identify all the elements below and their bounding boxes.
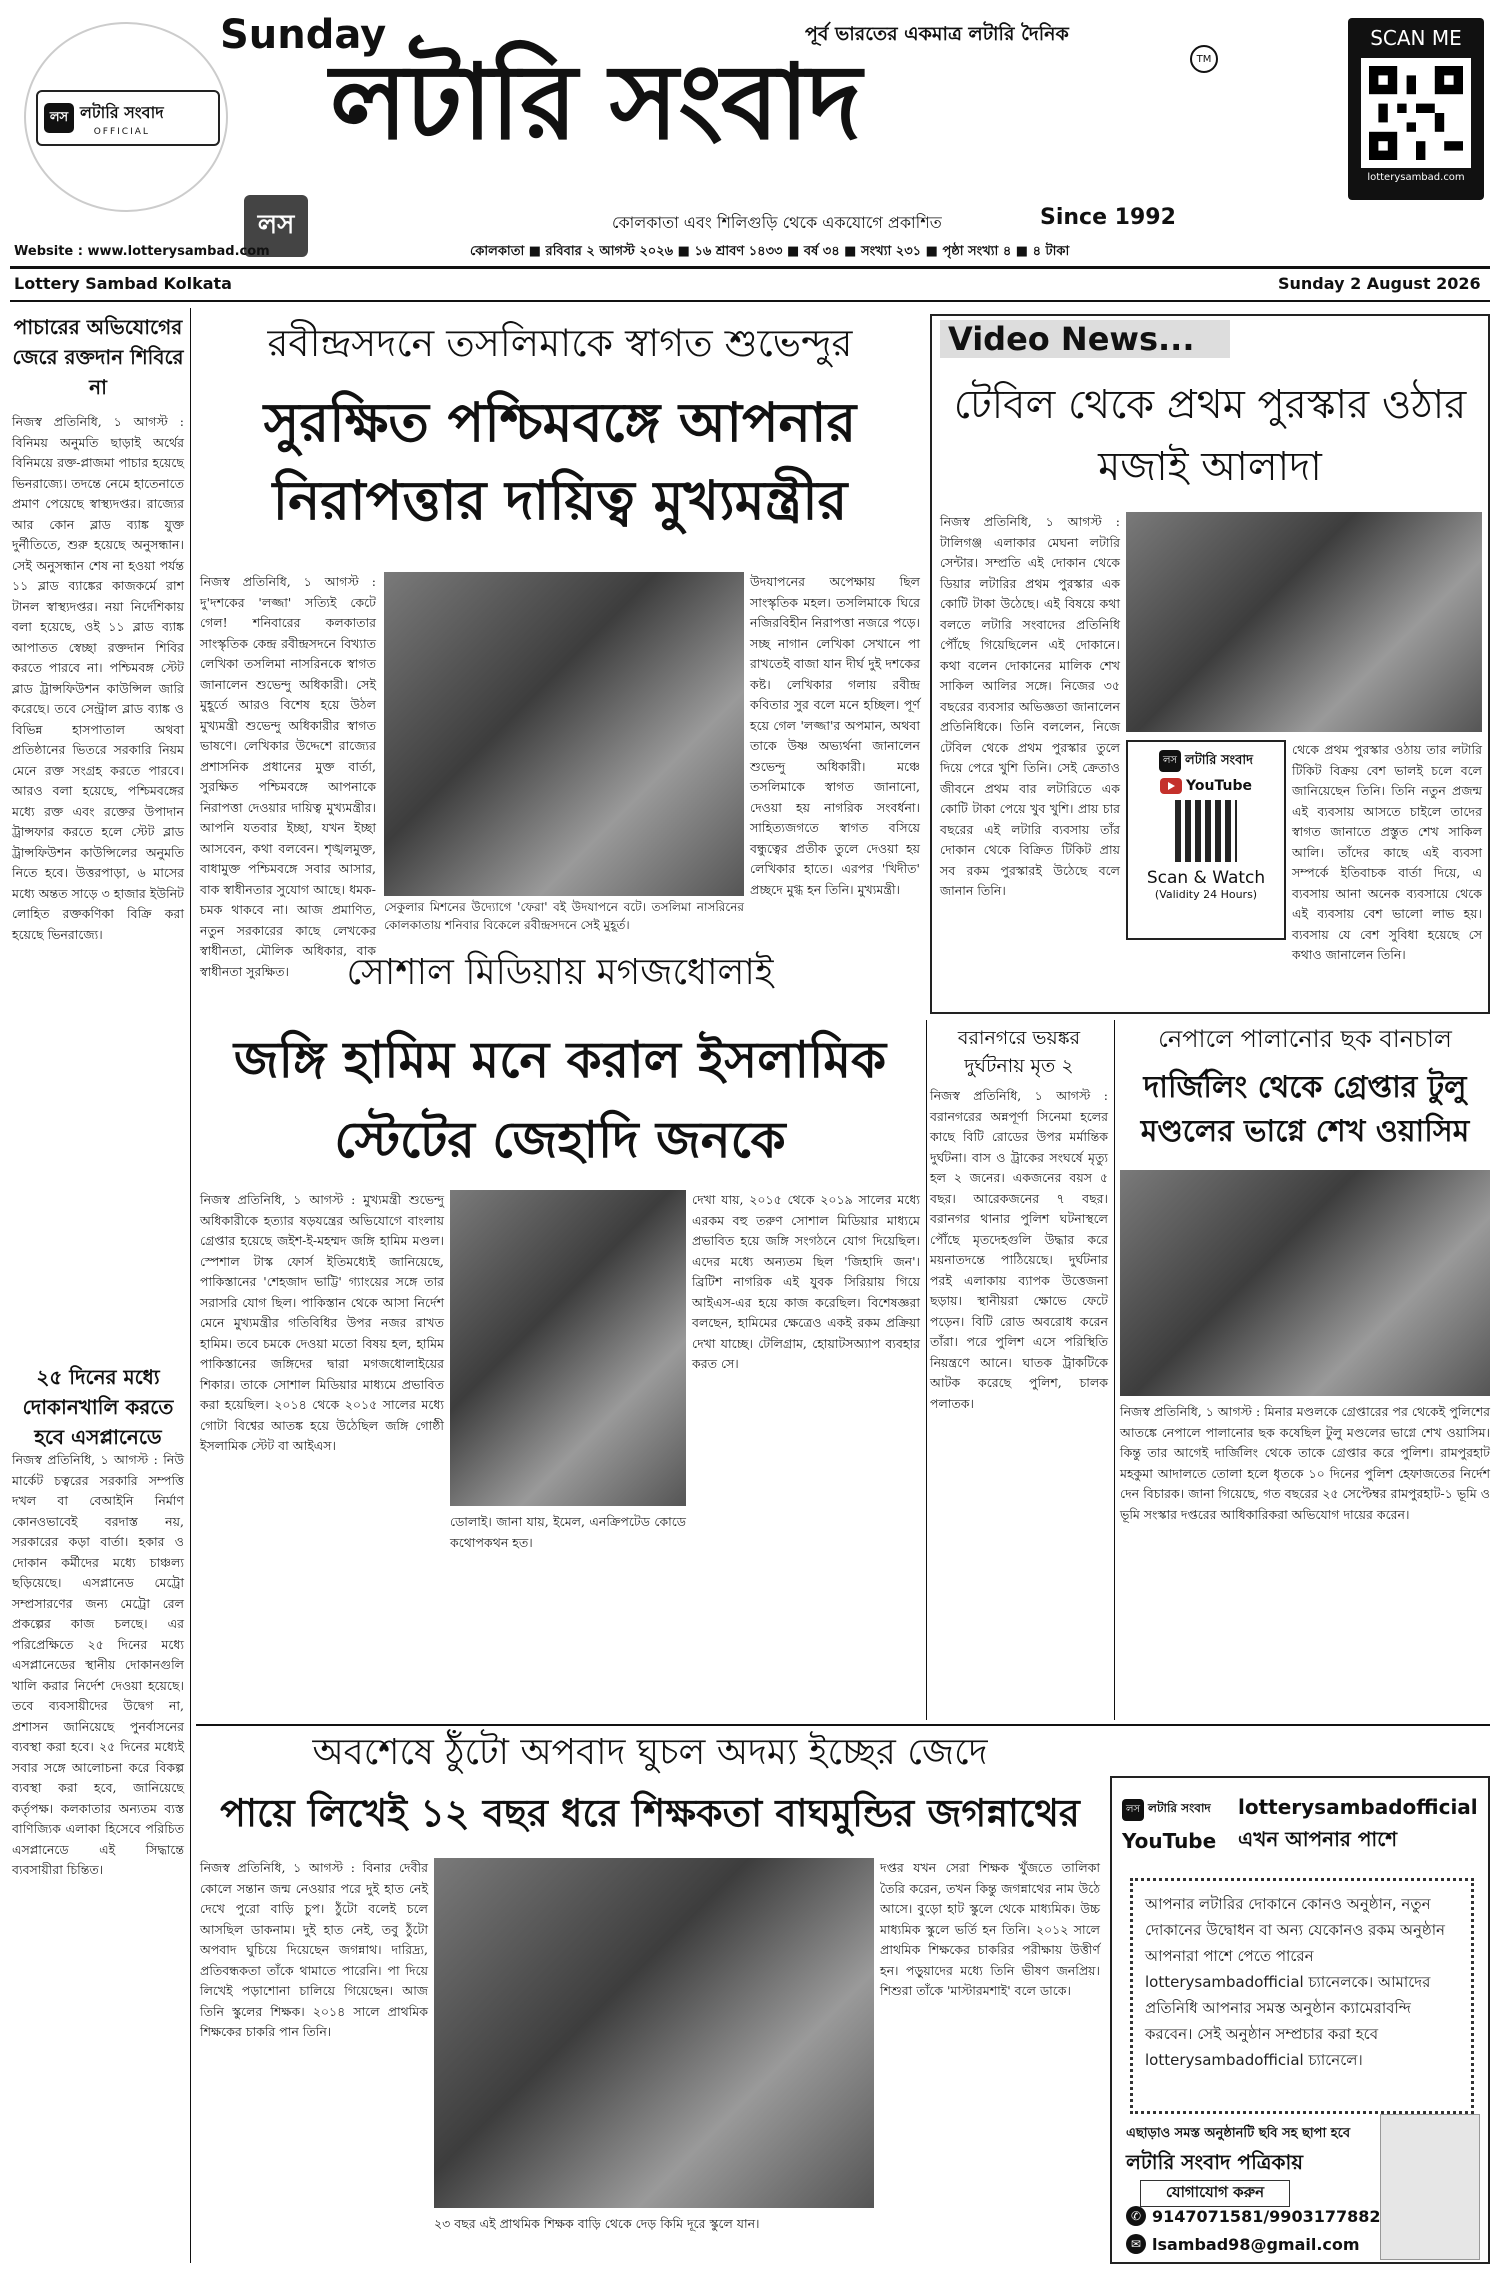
teacher-headline: পায়ে লিখেই ১২ বছর ধরে শিক্ষকতা বাঘমুন্ডির জগন্নাথের xyxy=(220,1791,1080,1835)
yt-ad-line: এখন আপনার পাশে xyxy=(1238,1826,1398,1851)
youtube-play-icon xyxy=(1160,778,1182,794)
newspaper-thumb xyxy=(1380,2114,1480,2260)
lead-photo xyxy=(384,572,744,896)
nepal-divider xyxy=(1114,1020,1115,1720)
social-body-right: দেখা যায়, ২০১৫ থেকে ২০১৯ সালের মধ্যে এরকম বহু তরুণ সোশাল মিডিয়ার মাধ্যমে প্রভাবিত হয়ে জঙ্গি সংগঠনে যোগ দিয়েছিল। এদের মধ্যে অন্যতম ছিল 'জিহাদি জন'। ব্রিটিশ নাগরিক এই যুবক সিরিয়ায় গিয়ে আইএস-এর হয়ে কাজ করেছিল। বিশেষজ্ঞরা বলছেন, হামিমের ক্ষেত্রেও একই রকম প্রক্রিয়া দেখা যাচ্ছে। টেলিগ্রাম, হোয়াটসঅ্যাপ ব্যবহার করত সে। xyxy=(692,1192,920,1371)
yt-ad-footer2: লটারি সংবাদ পত্রিকায় xyxy=(1126,2150,1304,2174)
tagline-top: পূর্ব ভারতের একমাত্র লটারি দৈনিক xyxy=(805,23,1069,45)
badge-sub: OFFICIAL xyxy=(93,126,150,137)
validity-label: (Validity 24 Hours) xyxy=(1154,888,1258,901)
email-row[interactable] xyxy=(1126,2234,1360,2254)
ls-logo-icon: লস xyxy=(1159,750,1181,772)
lead-kicker: রবীন্দ্রসদনে তসলিমাকে স্বাগত শুভেন্দুর xyxy=(267,321,853,365)
tagline-mid: কোলকাতা এবং শিলিগুড়ি থেকে একযোগে প্রকাশিত xyxy=(612,213,942,232)
video-news-headline: টেবিল থেকে প্রথম পুরস্কার ওঠার মজাই আলাদা xyxy=(953,382,1467,490)
story2-body: নিজস্ব প্রতিনিধি, ১ আগস্ট : নিউ মার্কেট চত্বরের সরকারি সম্পত্তি দখল বা বেআইনি নির্মাণ কোনওভাবেই বরদাস্ত নয়, সরকারের কড়া বার্তা। হকার ও দোকান কর্মীদের মধ্যে চাঞ্চল্য ছড়িয়েছে। এসপ্লানেড মেট্রো সম্প্রসারণের জন্য মেট্রো রেল প্রকল্পের কাজ চলছে। এর পরিপ্রেক্ষিতে ২৫ দিনের মধ্যে এসপ্লানেডের স্থানীয় দোকানগুলি খালি করার নির্দেশ দেওয়া হয়েছে। তবে ব্যবসায়ীদের উদ্বেগ না, প্রশাসন জানিয়েছে পুনর্বাসনের ব্যবস্থা করা হবে। ২৫ দিনের মধ্যেই সবার সঙ্গে আলোচনা করে বিকল্প ব্যবস্থা করা হবে, জানিয়েছে কর্তৃপক্ষ। কলকাতার অন্যতম ব্যস্ত বাণিজ্যিক এলাকা হিসেবে পরিচিত এসপ্লানেডে এই সিদ্ধান্তে ব্যবসায়ীরা চিন্তিত। xyxy=(12,1452,184,1877)
yt-ad-header xyxy=(1122,1786,1482,1866)
yt-ad-youtube: YouTube xyxy=(1122,1829,1217,1853)
lead-body-left: নিজস্ব প্রতিনিধি, ১ আগস্ট : দু'দশকের 'লজ্জা' সত্যিই কেটে গেল! শনিবারের কলকাতার সাংস্কৃতিক কেন্দ্র রবীন্দ্রসদনে বিখ্যাত লেখিকা তসলিমা নাসরিনকে স্বাগত জানালেন শুভেন্দু অধিকারী। সেই মুহূর্তে আরও বিশেষ হয়ে উঠল মুখ্যমন্ত্রী শুভেন্দু অধিকারীর স্বাগত ভাষণে। লেখিকার উদ্দেশে রাজ্যের প্রশাসনিক প্রধানের মুক্ত বার্তা, সুরক্ষিত পশ্চিমবঙ্গে আপনাকে নিরাপত্তা দেওয়ার দায়িত্ব মুখ্যমন্ত্রীর। আপনি যতবার ইচ্ছা, যখন ইচ্ছা আসবেন, কথা বলবেন। শৃঙ্খলমুক্ত, বাধামুক্ত পশ্চিমবঙ্গে সবার আসার, বাক স্বাধীনতার সুযোগ আছে। ধমক-চমক থাকবে না। আজ প্রমাণিত, নতুন সরকারের কাছে লেখকের স্বাধীনতা, মৌলিক অধিকার, বাক স্বাধীনতা সুরক্ষিত। xyxy=(200,574,376,979)
lead-headline: সুরক্ষিত পশ্চিমবঙ্গে আপনার নিরাপত্তার দায়িত্ব মুখ্যমন্ত্রীর xyxy=(263,391,857,532)
social-caption-left: ডোলাই। জানা যায়, ইমেল, এনক্রিপটেড কোডে কথোপকথন হত। xyxy=(450,1514,686,1550)
yt-ad-contact: যোগাযোগ করুন xyxy=(1140,2180,1290,2207)
baranagar-title: বরানগরে ভয়ঙ্কর দুর্ঘটনায় মৃত ২ xyxy=(957,1027,1081,1077)
video-news-body-right: থেকে প্রথম পুরস্কার ওঠায় তার লটারি টিকিট বিক্রয় বেশ ভালই চলে বলে জানিয়েছেন তিনি। তিনি নতুন প্রজন্ম এই ব্যবসায় আসতে চাইলে তাদের স্বাগত জানাতে প্রস্তুত শেখ সাকিল আলি। তাঁদের কাছে এই ব্যবসা সম্পর্কে ইতিবাচক বার্তা দিয়ে, এ ব্যবসায় আনা অনেক ব্যবসায়ে থেকে এই ব্যবসায় বেশ ভালো লাভ হয়। ব্যবসায় যে বেশ সুবিধা হয়েছে সে কথাও জানালেন তিনি। xyxy=(1292,742,1482,962)
email-icon: ✉ xyxy=(1126,2234,1146,2254)
issue-line: কোলকাতা ■ রবিবার ২ আগস্ট ২০২৬ ■ ১৬ শ্রাবণ ১৪৩৩ ■ বর্ষ ৩৪ ■ সংখ্যা ২৩১ ■ পৃষ্ঠা সংখ্যা ৪ ■ ৪ টাকা xyxy=(470,244,1070,259)
dateline-divider xyxy=(10,300,1490,302)
phone-number: 9147071581/9903177882 xyxy=(1152,2206,1381,2226)
qr-code-icon xyxy=(1361,58,1471,168)
yt-scan-box[interactable] xyxy=(1126,740,1286,940)
badge-title: লটারি সংবাদ xyxy=(80,102,164,122)
baranagar-body: নিজস্ব প্রতিনিধি, ১ আগস্ট : বরানগরের অন্নপূর্ণা সিনেমা হলের কাছে বিটি রোডের উপর মর্মান্তিক দুর্ঘটনা। বাস ও ট্রাকের সংঘর্ষে মৃত্যু হল ২ জনের। একজনের বয়স ৫ বছর। আরেকজনের ৭ বছর। বরানগর থানার পুলিশ ঘটনাস্থলে পৌঁছে মৃতদেহগুলি উদ্ধার করে ময়নাতদন্তে পাঠিয়েছে। দুর্ঘটনার পরই এলাকায় ব্যাপক উত্তেজনা ছড়ায়। স্থানীয়রা ক্ষোভে ফেটে পড়েন। বিটি রোড অবরোধ করেন তাঁরা। পরে পুলিশ এসে পরিস্থিতি নিয়ন্ত্রণে আনে। ঘাতক ট্রাকটিকে আটক করেছে পুলিশ, চালক পলাতক। xyxy=(930,1088,1108,1411)
social-kicker: সোশাল মিডিয়ায় মগজধোলাই xyxy=(346,952,774,993)
video-news-label: Video News... xyxy=(940,320,1230,358)
qr-code-icon xyxy=(1175,800,1237,862)
yt-ad-footer1: এছাড়াও সমস্ত অনুষ্ঠানটি ছবি সহ ছাপা হবে xyxy=(1126,2126,1351,2141)
social-photo xyxy=(450,1190,686,1506)
phone-row[interactable] xyxy=(1126,2206,1381,2226)
yt-ad-box-text: আপনার লটারির দোকানে কোনও অনুষ্ঠান, নতুন দোকানের উদ্বোধন বা অন্য যেকোনও রকম অনুষ্ঠান আপনারা পাশে পেতে পারেন lotterysambadofficial চ্যানেলকে। আমাদের প্রতিনিধি আপনার সমস্ত অনুষ্ঠান ক্যামেরাবন্দি করবেন। সেই অনুষ্ঠান সম্প্রচার করা হবে lotterysambadofficial চ্যানেলে। xyxy=(1130,1878,1474,2114)
story1-body: নিজস্ব প্রতিনিধি, ১ আগস্ট : বিনিময় অনুমতি ছাড়াই অর্থের বিনিময়ে রক্ত-প্লাজমা পাচার হয়েছে ভিনরাজ্যে। তদন্তে নেমে হাতেনাতে প্রমাণ পেয়েছে স্বাস্থ্যদপ্তর। রাজ্যের আর কোন ব্লাড ব্যাঙ্ক যুক্ত দুর্নীতিতে, শুরু হয়েছে অনুসন্ধান। সেই অনুসন্ধান শেষ না হওয়া পর্যন্ত ১১ ব্লাড ব্যাঙ্কের কাজকর্মে রাশ টানল স্বাস্থ্যদপ্তর। নয়া নির্দেশিকায় বলা হয়েছে, ওই ১১ ব্লাড ব্যাঙ্ক আপাতত স্বেচ্ছা রক্তদান শিবির করতে পারবে না। পশ্চিমবঙ্গ স্টেট ব্লাড ট্রান্সফিউশন কাউন্সিল জারি করেছে। তবে সেন্ট্রাল ব্লাড ব্যাঙ্ক ও বিভিন্ন হাসপাতাল অথবা প্রতিষ্ঠানের ভিতরে সরকারি নিয়ম মেনে রক্ত সংগ্রহ করতে পারবে। আরও বলা হয়েছে, পশ্চিমবঙ্গের মধ্যে রক্ত এবং রক্তের উপাদান ট্রান্সফার করতে হলে স্টেট ব্লাড ট্রান্সফিউশন কাউন্সিলের অনুমতি নিতে হবে। উত্তরপাড়া, ৬ মাসের মধ্যে অন্তত সাড়ে ৩ হাজার ইউনিট লোহিত রক্তকণিকা বিক্রি করা হয়েছে ভিনরাজ্যে। xyxy=(12,414,184,942)
youtube-label: YouTube xyxy=(1186,778,1252,794)
left-col-divider xyxy=(190,308,191,2263)
official-badge xyxy=(24,22,228,212)
nepal-photo xyxy=(1120,1170,1490,1396)
teacher-kicker: অবশেষে ঠুঁটো অপবাদ ঘুচল অদম্য ইচ্ছের জেদে xyxy=(312,1732,988,1773)
teacher-body-left: নিজস্ব প্রতিনিধি, ১ আগস্ট : বিনার দেবীর কোলে সন্তান জন্ম নেওয়ার পরে দুই হাত নেই দেখে পুরো বাড়ি চুপ। ঠুঁটো বলেই চলে আসছিল ডাকনাম। দুই হাত নেই, তবু ঠুঁটো অপবাদ ঘুচিয়ে দিয়েছেন জগন্নাথ। দারিদ্র্য, প্রতিবন্ধকতা তাঁকে থামাতে পারেনি। পা দিয়ে লিখেই পড়াশোনা চালিয়ে গিয়েছেন। আজ তিনি স্কুলের শিক্ষক। ২০১৪ সালে প্রাথমিক শিক্ষকের চাকরি পান তিনি। xyxy=(200,1860,428,2039)
lower-divider xyxy=(196,1724,1490,1726)
nepal-body: নিজস্ব প্রতিনিধি, ১ আগস্ট : মিনার মণ্ডলকে গ্রেপ্তারের পর থেকেই পুলিশের আতঙ্কে নেপালে পালানোর ছক কষেছিল টুলু মণ্ডলের ভাগ্নে শেখ ওয়াসিম। কিন্তু তার আগেই দার্জিলিং থেকে তাকে গ্রেপ্তার করে পুলিশ। রামপুরহাট মহকুমা আদালতে তোলা হলে ধৃতকে ১০ দিনের পুলিশ হেফাজতের নির্দেশ দেন বিচারক। জানা গিয়েছে, গত বছরের ২৫ সেপ্টেম্বর রামপুরহাট-১ ভূমি ও ভূমি সংস্কার দপ্তরের আধিকারিকরা অভিযোগ দায়ের করেন। xyxy=(1120,1404,1490,1522)
video-news-photo xyxy=(1126,512,1482,732)
yt-ad-handle[interactable]: lotterysambadofficial xyxy=(1238,1794,1478,1819)
yt-ad-brand: লটারি সংবাদ xyxy=(1148,1801,1211,1815)
scan-me-label: SCAN ME xyxy=(1370,26,1462,50)
trademark: TM xyxy=(1190,45,1218,73)
email-address: lsambad98@gmail.com xyxy=(1152,2234,1360,2254)
yt-box-brand: লটারি সংবাদ xyxy=(1185,752,1253,768)
since-year: Since 1992 xyxy=(1040,205,1176,230)
phone-icon: ✆ xyxy=(1126,2206,1146,2226)
website-text[interactable]: Website : www.lotterysambad.com xyxy=(14,244,270,259)
mid-divider xyxy=(926,1020,927,1720)
scan-me-box[interactable] xyxy=(1348,18,1484,200)
masthead xyxy=(0,0,1500,300)
lead-caption: সেকুলার মিশনের উদ্যোগে 'ফেরা' বই উদযাপনে বটে। তসলিমা নাসরিনের কোলকাতায় শনিবার বিকেলে রবীন্দ্রসদনে সেই মুহূর্ত। xyxy=(384,900,744,932)
scan-watch-label: Scan & Watch xyxy=(1146,868,1266,888)
ls-logo-icon: লস xyxy=(1122,1799,1144,1821)
teacher-body-right: দপ্তর যখন সেরা শিক্ষক খুঁজতে তালিকা তৈরি করেন, তখন কিন্তু জগন্নাথের নাম উঠে আসে। বুড়ো হাট স্কুলে থেকে মাধ্যমিক। উচ্চ মাধ্যমিক স্কুলে ভর্তি হন তিনি। ২০১২ সালে প্রাথমিক শিক্ষকের চাকরির পরীক্ষায় উত্তীর্ণ হন। পড়ুয়াদের মধ্যে তিনি ভীষণ জনপ্রিয়। শিশুরা তাঁকে 'মাস্টারমশাই' বলে ডাকে। xyxy=(880,1860,1100,1998)
lead-body-right: উদযাপনের অপেক্ষায় ছিল সাংস্কৃতিক মহল। তসলিমাকে ঘিরে নজিরবিহীন নিরাপত্তা নজরে পড়ে। সচ্ছ নাগান লেখিকা সেখানে পা রাখতেই বাজা যান দীর্ঘ দুই দশকের কষ্ট। লেখিকার গলায় রবীন্দ্র কবিতার সুর বলে মনে হচ্ছিল। পূর্ণ হয়ে গেল 'লজ্জা'র অপমান, অথবা তাকে উষ্ণ অভ্যর্থনা জানালেন শুভেন্দু অধিকারী। মঞ্চে তসলিমাকে স্বাগত জানানো, দেওয়া হয় নাগরিক সংবর্ধনা। সাহিত্যজগতে স্বাগত বসিয়ে বন্ধুত্বের প্রতীক তুলে দেওয়া হয় লেখিকার হাতে। এরপর 'খিদীত' প্রচ্ছদে মুগ্ধ হন তিনি। মুখ্যমন্ত্রী। xyxy=(750,574,920,897)
masthead-divider xyxy=(10,266,1490,269)
ls-small-logo-icon: লস xyxy=(244,195,308,257)
nepal-kicker: নেপালে পালানোর ছক বানচাল xyxy=(1158,1025,1452,1053)
story2-title: ২৫ দিনের মধ্যে দোকানখালি করতে হবে এসপ্লানেডে xyxy=(22,1365,174,1449)
video-news-body-left: নিজস্ব প্রতিনিধি, ১ আগস্ট : টালিগঞ্জ এলাকার মেঘনা লটারি সেন্টার। সম্প্রতি এই দোকান থেকে ডিয়ার লটারির প্রথম পুরস্কার এক কোটি টাকা উঠেছে। এই বিষয়ে কথা বলতে লটারি সংবাদের প্রতিনিধি পৌঁছে গিয়েছিলেন এই দোকানে। কথা বলেন দোকানের মালিক শেখ সাকিল আলির সঙ্গে। নিজের ৩৫ বছরের ব্যবসার অভিজ্ঞতা জানালেন প্রতিনিধিকে। তিনি বললেন, নিজে টেবিল থেকে প্রথম পুরস্কার তুলে দিয়ে পেরে খুশি তিনি। সেই ক্রেতাও জীবনে প্রথম বার লটারিতে এক কোটি টাকা পেয়ে খুব খুশি। প্রায় চার বছরের এই লটারি ব্যবসায় তাঁর দোকান থেকে বিক্রিত টিকিট প্রায় সব রকম পুরস্কারই উঠেছে বলে জানান তিনি। xyxy=(940,514,1120,898)
date-right: Sunday 2 August 2026 xyxy=(1278,274,1481,293)
qr-url: lotterysambad.com xyxy=(1367,172,1465,183)
social-headline: জঙ্গি হামিম মনে করাল ইসলামিক স্টেটের জেহাদি জনকে xyxy=(233,1031,887,1169)
nepal-headline: দার্জিলিং থেকে গ্রেপ্তার টুলু মণ্ডলের ভাগ্নে শেখ ওয়াসিম xyxy=(1140,1070,1470,1149)
teacher-caption: ২৩ বছর এই প্রাথমিক শিক্ষক বাড়ি থেকে দেড় কিমি দূরে স্কুলে যান। xyxy=(434,2216,760,2231)
social-body-left: নিজস্ব প্রতিনিধি, ১ আগস্ট : মুখ্যমন্ত্রী শুভেন্দু অধিকারীকে হত্যার ষড়যন্ত্রের অভিযোগে বাংলায় গ্রেপ্তার হয়েছে জইশ-ই-মহম্মদ জঙ্গি হামিম মণ্ডল। স্পেশাল টাস্ক ফোর্স ইতিমধ্যেই জানিয়েছে, পাকিস্তানের 'শেহজাদ ভাট্টি' গ্যাংয়ের সঙ্গে তার সরাসরি যোগ ছিল। পাকিস্তান থেকে আসা নির্দেশ মেনে মুখ্যমন্ত্রীর গতিবিধির উপর নজর রাখত হামিম। তবে চমকে দেওয়া মতো বিষয় হল, হামিম পাকিস্তানের জঙ্গিদের দ্বারা মগজধোলাইয়ের শিকার। তাকে সোশাল মিডিয়ার মাধ্যমে প্রভাবিত করা হয়েছিল। ২০১৪ থেকে ২০১৫ সালের মধ্যে গোটা বিশ্বের আতঙ্ক হয়ে উঠেছিল জঙ্গি গোষ্ঠী ইসলামিক স্টেট বা আইএস। xyxy=(200,1192,444,1453)
ls-logo-icon: লস xyxy=(44,103,74,133)
edition-word: Sunday xyxy=(220,12,387,58)
teacher-photo xyxy=(434,1858,874,2208)
masthead-title: লটারি সংবাদ xyxy=(330,41,860,163)
story1-title: পাচারের অভিযোগের জেরে রক্তদান শিবিরে না xyxy=(12,315,184,399)
left-brand: Lottery Sambad Kolkata xyxy=(14,274,232,293)
